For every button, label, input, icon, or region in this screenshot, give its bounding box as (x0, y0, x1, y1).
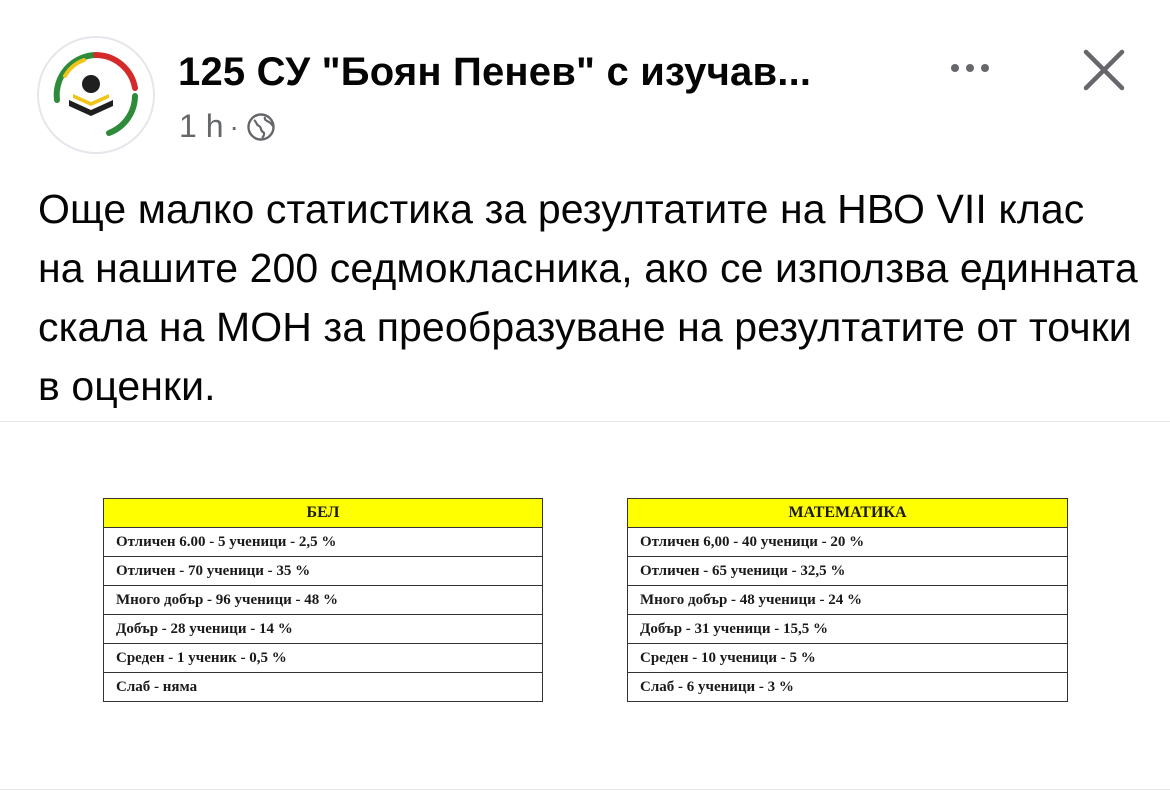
table-row: Отличен 6,00 - 40 ученици - 20 % (628, 528, 1068, 557)
table-row: Отличен 6.00 - 5 ученици - 2,5 % (104, 528, 543, 557)
post-text: Още малко статистика за резултатите на НВО VII клас на нашите 200 седмокласника, ако се използва единната скала на МОН за преобразуване на резултатите от точки в оценки. (38, 186, 1138, 409)
math-results-table (627, 498, 1068, 702)
table-row: Слаб - няма (104, 673, 543, 702)
table-row: Среден - 10 ученици - 5 % (628, 644, 1068, 673)
table-row: Много добър - 48 ученици - 24 % (628, 586, 1068, 615)
close-button[interactable] (1074, 40, 1134, 100)
content-divider (0, 421, 1170, 422)
table-row: Добър - 28 ученици - 14 % (104, 615, 543, 644)
table-row: Слаб - 6 ученици - 3 % (628, 673, 1068, 702)
page-name[interactable]: 125 СУ "Боян Пенев" с изучав... (178, 50, 812, 94)
table-row: Отличен - 65 ученици - 32,5 % (628, 557, 1068, 586)
post-header (0, 0, 1170, 170)
table-row: Отличен - 70 ученици - 35 % (104, 557, 543, 586)
globe-icon[interactable] (245, 111, 277, 143)
meta-separator: · (229, 110, 239, 142)
post-meta (179, 108, 277, 145)
more-options-button[interactable] (940, 50, 1000, 86)
school-logo-icon (39, 38, 153, 152)
table-row: Много добър - 96 ученици - 48 % (104, 586, 543, 615)
table-row: Добър - 31 ученици - 15,5 % (628, 615, 1068, 644)
table-header: МАТЕМАТИКА (628, 499, 1068, 528)
post-time[interactable]: 1 h (179, 108, 224, 144)
bottom-divider (0, 789, 1170, 790)
close-icon (1074, 40, 1134, 100)
bel-results-table (103, 498, 543, 702)
page-avatar[interactable] (37, 36, 155, 154)
post-image[interactable] (0, 424, 1170, 786)
table-header: БЕЛ (104, 499, 543, 528)
more-horizontal-icon (946, 62, 994, 74)
table-row: Среден - 1 ученик - 0,5 % (104, 644, 543, 673)
